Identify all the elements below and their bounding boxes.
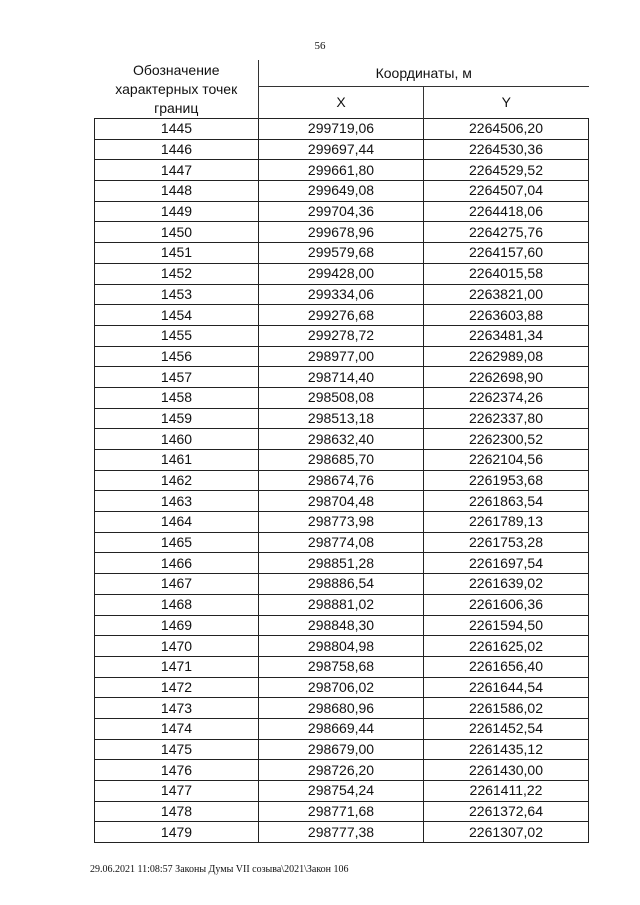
cell-point: 1445 [95, 119, 259, 140]
cell-point: 1464 [95, 512, 259, 533]
cell-x: 298679,00 [259, 739, 424, 760]
table-row [95, 305, 589, 326]
cell-y: 2261452,54 [424, 718, 589, 739]
table-row [95, 760, 589, 781]
cell-point: 1471 [95, 656, 259, 677]
cell-point: 1472 [95, 677, 259, 698]
cell-x: 299276,68 [259, 305, 424, 326]
cell-y: 2262989,08 [424, 346, 589, 367]
cell-x: 299661,80 [259, 160, 424, 181]
header-coordinates: Координаты, м [259, 60, 589, 87]
cell-point: 1463 [95, 491, 259, 512]
cell-point: 1476 [95, 760, 259, 781]
footer-meta: 29.06.2021 11:08:57 Законы Думы VII созыва\2021\Закон 106 [90, 864, 349, 875]
cell-x: 298632,40 [259, 429, 424, 450]
cell-y: 2261753,28 [424, 532, 589, 553]
cell-y: 2264529,52 [424, 160, 589, 181]
cell-x: 299278,72 [259, 325, 424, 346]
cell-x: 299697,44 [259, 139, 424, 160]
cell-y: 2261656,40 [424, 656, 589, 677]
table-row [95, 781, 589, 802]
cell-point: 1456 [95, 346, 259, 367]
table-row [95, 139, 589, 160]
cell-y: 2261863,54 [424, 491, 589, 512]
table-row [95, 512, 589, 533]
cell-x: 298674,76 [259, 470, 424, 491]
table-row [95, 181, 589, 202]
cell-y: 2261430,00 [424, 760, 589, 781]
cell-y: 2261606,36 [424, 594, 589, 615]
page-number: 56 [314, 40, 326, 52]
cell-y: 2261953,68 [424, 470, 589, 491]
cell-x: 298714,40 [259, 367, 424, 388]
table-row [95, 656, 589, 677]
cell-x: 298773,98 [259, 512, 424, 533]
cell-y: 2264507,04 [424, 181, 589, 202]
table-row [95, 739, 589, 760]
cell-x: 298881,02 [259, 594, 424, 615]
cell-x: 299649,08 [259, 181, 424, 202]
table-row [95, 574, 589, 595]
table-row [95, 450, 589, 471]
table-row [95, 615, 589, 636]
table-row [95, 346, 589, 367]
table-row [95, 491, 589, 512]
cell-point: 1459 [95, 408, 259, 429]
table-body [95, 119, 589, 843]
cell-y: 2263481,34 [424, 325, 589, 346]
table-header [95, 60, 589, 119]
cell-x: 298669,44 [259, 718, 424, 739]
cell-x: 298680,96 [259, 698, 424, 719]
cell-x: 299428,00 [259, 263, 424, 284]
cell-y: 2261644,54 [424, 677, 589, 698]
cell-point: 1475 [95, 739, 259, 760]
cell-point: 1460 [95, 429, 259, 450]
coordinates-table [94, 60, 589, 843]
cell-y: 2264530,36 [424, 139, 589, 160]
table-row [95, 119, 589, 140]
cell-point: 1479 [95, 822, 259, 843]
table-row [95, 387, 589, 408]
cell-y: 2262698,90 [424, 367, 589, 388]
cell-y: 2262374,26 [424, 387, 589, 408]
cell-x: 298706,02 [259, 677, 424, 698]
table-row [95, 222, 589, 243]
cell-point: 1467 [95, 574, 259, 595]
cell-point: 1457 [95, 367, 259, 388]
cell-x: 298851,28 [259, 553, 424, 574]
cell-y: 2261789,13 [424, 512, 589, 533]
cell-y: 2261372,64 [424, 801, 589, 822]
cell-x: 298513,18 [259, 408, 424, 429]
cell-y: 2263603,88 [424, 305, 589, 326]
cell-point: 1447 [95, 160, 259, 181]
cell-y: 2261435,12 [424, 739, 589, 760]
cell-x: 298977,00 [259, 346, 424, 367]
table-row [95, 677, 589, 698]
cell-y: 2262104,56 [424, 450, 589, 471]
table-row [95, 160, 589, 181]
table-row [95, 470, 589, 491]
cell-y: 2264157,60 [424, 243, 589, 264]
cell-y: 2261594,50 [424, 615, 589, 636]
table-row [95, 201, 589, 222]
cell-x: 298771,68 [259, 801, 424, 822]
cell-y: 2261586,02 [424, 698, 589, 719]
cell-point: 1451 [95, 243, 259, 264]
cell-y: 2261411,22 [424, 781, 589, 802]
cell-point: 1448 [95, 181, 259, 202]
cell-x: 298774,08 [259, 532, 424, 553]
cell-y: 2264275,76 [424, 222, 589, 243]
cell-point: 1455 [95, 325, 259, 346]
cell-y: 2261697,54 [424, 553, 589, 574]
cell-point: 1470 [95, 636, 259, 657]
cell-point: 1452 [95, 263, 259, 284]
table-row [95, 553, 589, 574]
cell-point: 1453 [95, 284, 259, 305]
table-row [95, 429, 589, 450]
cell-point: 1477 [95, 781, 259, 802]
cell-point: 1458 [95, 387, 259, 408]
cell-x: 298777,38 [259, 822, 424, 843]
table-row [95, 698, 589, 719]
cell-x: 299719,06 [259, 119, 424, 140]
cell-y: 2261639,02 [424, 574, 589, 595]
cell-point: 1461 [95, 450, 259, 471]
table-row [95, 822, 589, 843]
table-row [95, 263, 589, 284]
table-row [95, 325, 589, 346]
header-point-designation: Обозначение характерных точек границ [95, 60, 259, 119]
cell-point: 1465 [95, 532, 259, 553]
cell-y: 2263821,00 [424, 284, 589, 305]
cell-x: 298804,98 [259, 636, 424, 657]
cell-point: 1469 [95, 615, 259, 636]
cell-point: 1474 [95, 718, 259, 739]
cell-x: 298726,20 [259, 760, 424, 781]
table-row [95, 801, 589, 822]
cell-point: 1446 [95, 139, 259, 160]
cell-x: 298508,08 [259, 387, 424, 408]
cell-y: 2261307,02 [424, 822, 589, 843]
cell-point: 1454 [95, 305, 259, 326]
cell-x: 298754,24 [259, 781, 424, 802]
cell-point: 1449 [95, 201, 259, 222]
cell-point: 1468 [95, 594, 259, 615]
cell-x: 298704,48 [259, 491, 424, 512]
cell-point: 1473 [95, 698, 259, 719]
cell-x: 298848,30 [259, 615, 424, 636]
header-y: Y [501, 94, 511, 110]
cell-x: 299678,96 [259, 222, 424, 243]
table-row [95, 408, 589, 429]
table-row [95, 718, 589, 739]
cell-y: 2262300,52 [424, 429, 589, 450]
cell-x: 298758,68 [259, 656, 424, 677]
cell-x: 299334,06 [259, 284, 424, 305]
cell-y: 2262337,80 [424, 408, 589, 429]
table-row [95, 284, 589, 305]
cell-x: 298886,54 [259, 574, 424, 595]
table-row [95, 636, 589, 657]
table-row [95, 367, 589, 388]
table-row [95, 243, 589, 264]
cell-y: 2264015,58 [424, 263, 589, 284]
cell-y: 2264506,20 [424, 119, 589, 140]
cell-x: 299579,68 [259, 243, 424, 264]
cell-point: 1450 [95, 222, 259, 243]
cell-point: 1462 [95, 470, 259, 491]
header-x: X [259, 87, 424, 119]
cell-y: 2261625,02 [424, 636, 589, 657]
cell-point: 1478 [95, 801, 259, 822]
cell-point: 1466 [95, 553, 259, 574]
table-row [95, 594, 589, 615]
cell-y: 2264418,06 [424, 201, 589, 222]
cell-x: 299704,36 [259, 201, 424, 222]
cell-x: 298685,70 [259, 450, 424, 471]
table-row [95, 532, 589, 553]
